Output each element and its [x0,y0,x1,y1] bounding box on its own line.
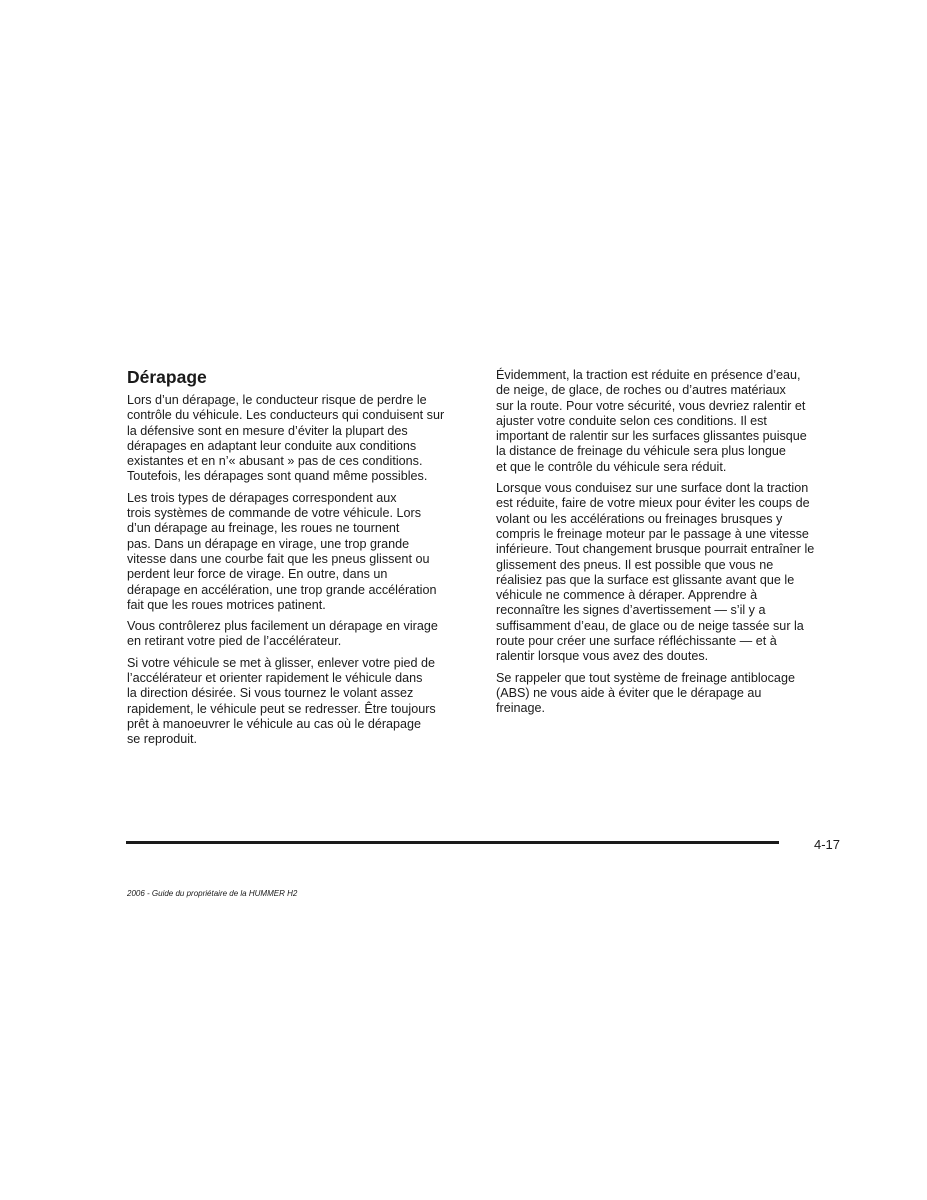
right-column [496,368,846,723]
page-number: 4-17 [814,837,841,852]
paragraph: Se rappeler que tout système de freinage antiblocage (ABS) ne vous aide à éviter que le dérapage au freinage. [496,670,795,716]
paragraph: Lors d’un dérapage, le conducteur risque de perdre le contrôle du véhicule. Les conducteurs qui conduisent sur la défensive sont en mesure d’éviter la plupart des dérapages en adaptant leur conduite aux conditions existantes et en n’« abusant » pas de ces conditions. Toutefois, les dérapages sont quand même possibles. [127,393,445,484]
left-column [127,367,479,754]
paragraph: Si votre véhicule se met à glisser, enlever votre pied de l’accélérateur et orienter rapidement le véhicule dans la direction désirée. Si vous tournez le volant assez rapidement, le véhicule peut se redresser. Être toujours prêt à manoeuvrer le véhicule au cas où le dérapage se reproduit. [127,655,436,747]
footer-rule [126,841,779,844]
paragraph: Les trois types de dérapages correspondent aux trois systèmes de commande de votre véhicule. Lors d’un dérapage au freinage, les roues ne tournent pas. Dans un dérapage en virage, une trop grande vitesse dans une courbe fait que les pneus glissent ou perdent leur force de virage. En outre, dans un dérapage en accélération, une trop grande accélération fait que les roues motrices patinent. [127,490,437,612]
paragraph: Évidemment, la traction est réduite en présence d’eau, de neige, de glace, de roches ou d’autres matériaux sur la route. Pour votre sécurité, vous devriez ralentir et ajuster votre conduite selon ces conditions. Il est important de ralentir sur les surfaces glissantes puisque la distance de freinage du véhicule sera plus longue et que le contrôle du véhicule sera réduit. [496,368,807,474]
section-title: Dérapage [127,367,207,387]
paragraph: Lorsque vous conduisez sur une surface dont la traction est réduite, faire de votre mieux pour éviter les coups de volant ou les accélérations ou freinages brusques y compris le freinage moteur par le passage à une vitesse inférieure. Tout changement brusque pourrait entraîner le glissement des pneus. Il est possible que vous ne réalisiez pas que la surface est glissante avant que le véhicule ne commence à déraper. Apprendre à reconnaître les signes d’avertissement — s’il y a suffisamment d’eau, de glace ou de neige tassée sur la route pour créer une surface réfléchissante — et à ralentir lorsque vous avez des doutes. [496,481,815,664]
paragraph: Vous contrôlerez plus facilement un dérapage en virage en retirant votre pied de l’accélérateur. [127,619,438,649]
footer-text: 2006 - Guide du propriétaire de la HUMMER H2 [127,889,298,898]
